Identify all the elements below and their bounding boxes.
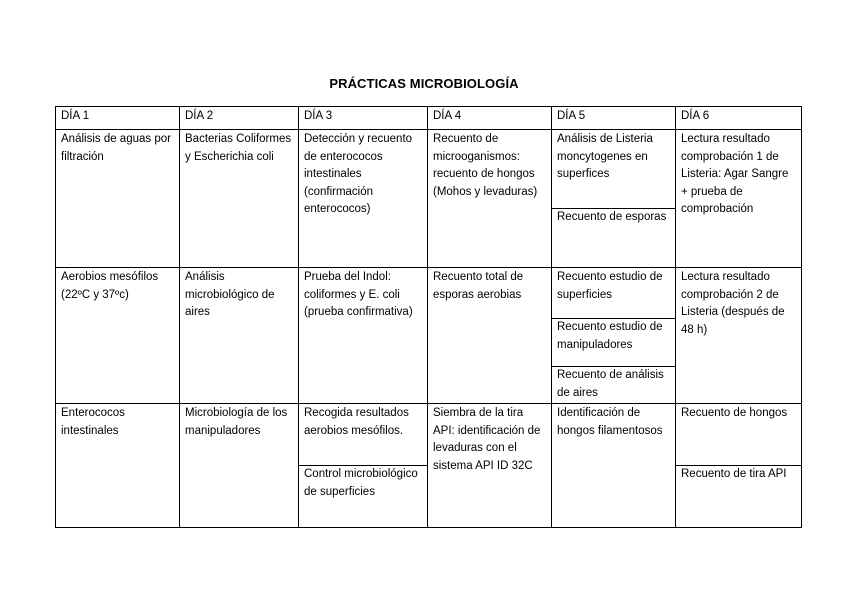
cell-day-6: Lectura resultado comprobación 1 de Listeria: Agar Sangre + prueba de comprobación	[676, 130, 802, 268]
cell-entry: Recogida resultados aerobios mesófilos.	[304, 407, 409, 437]
cell-day-2: Análisis microbiológico de aires	[180, 268, 299, 404]
cell-day-4: Recuento total de esporas aerobias	[428, 268, 552, 404]
header-row	[56, 107, 802, 130]
schedule-table	[55, 106, 802, 528]
cell-day-2: Bacterias Coliformes y Escherichia coli	[180, 130, 299, 268]
cell-entry: Recuento de análisis de aires	[552, 366, 675, 402]
header-day-2: DÍA 2	[180, 107, 299, 130]
header-day-6: DÍA 6	[676, 107, 802, 130]
header-day-5: DÍA 5	[552, 107, 676, 130]
cell-entry: Recuento de tira API	[676, 465, 801, 526]
cell-day-6	[676, 404, 802, 528]
cell-entry: Recuento de esporas	[552, 208, 675, 266]
cell-day-4: Recuento de microoganismos: recuento de hongos (Mohos y levaduras)	[428, 130, 552, 268]
document-title: PRÁCTICAS MICROBIOLOGÍA	[329, 76, 519, 91]
cell-day-1: Enterococos intestinales	[56, 404, 180, 528]
table-row	[56, 130, 802, 268]
cell-day-2: Microbiología de los manipuladores	[180, 404, 299, 528]
cell-day-5	[552, 130, 676, 268]
cell-entry: Análisis de Listeria moncytogenes en superfices	[557, 133, 653, 180]
cell-day-1: Análisis de aguas por filtración	[56, 130, 180, 268]
cell-day-5: Identificación de hongos filamentosos	[552, 404, 676, 528]
cell-entry: Control microbiológico de superficies	[299, 465, 427, 526]
cell-day-3	[299, 404, 428, 528]
header-day-4: DÍA 4	[428, 107, 552, 130]
cell-day-3: Prueba del Indol: coliformes y E. coli (prueba confirmativa)	[299, 268, 428, 404]
cell-day-6: Lectura resultado comprobación 2 de Listeria (después de 48 h)	[676, 268, 802, 404]
cell-entry: Recuento estudio de manipuladores	[552, 318, 675, 366]
cell-day-5	[552, 268, 676, 404]
table-row	[56, 404, 802, 528]
table-row	[56, 268, 802, 404]
cell-entry: Recuento de hongos	[681, 407, 788, 419]
cell-entry: Recuento estudio de superficies	[557, 271, 663, 301]
header-day-1: DÍA 1	[56, 107, 180, 130]
cell-day-1: Aerobios mesófilos (22ºC y 37ºc)	[56, 268, 180, 404]
cell-day-4: Siembra de la tira API: identificación de levaduras con el sistema API ID 32C	[428, 404, 552, 528]
header-day-3: DÍA 3	[299, 107, 428, 130]
cell-day-3: Detección y recuento de enterococos intestinales (confirmación enterococos)	[299, 130, 428, 268]
